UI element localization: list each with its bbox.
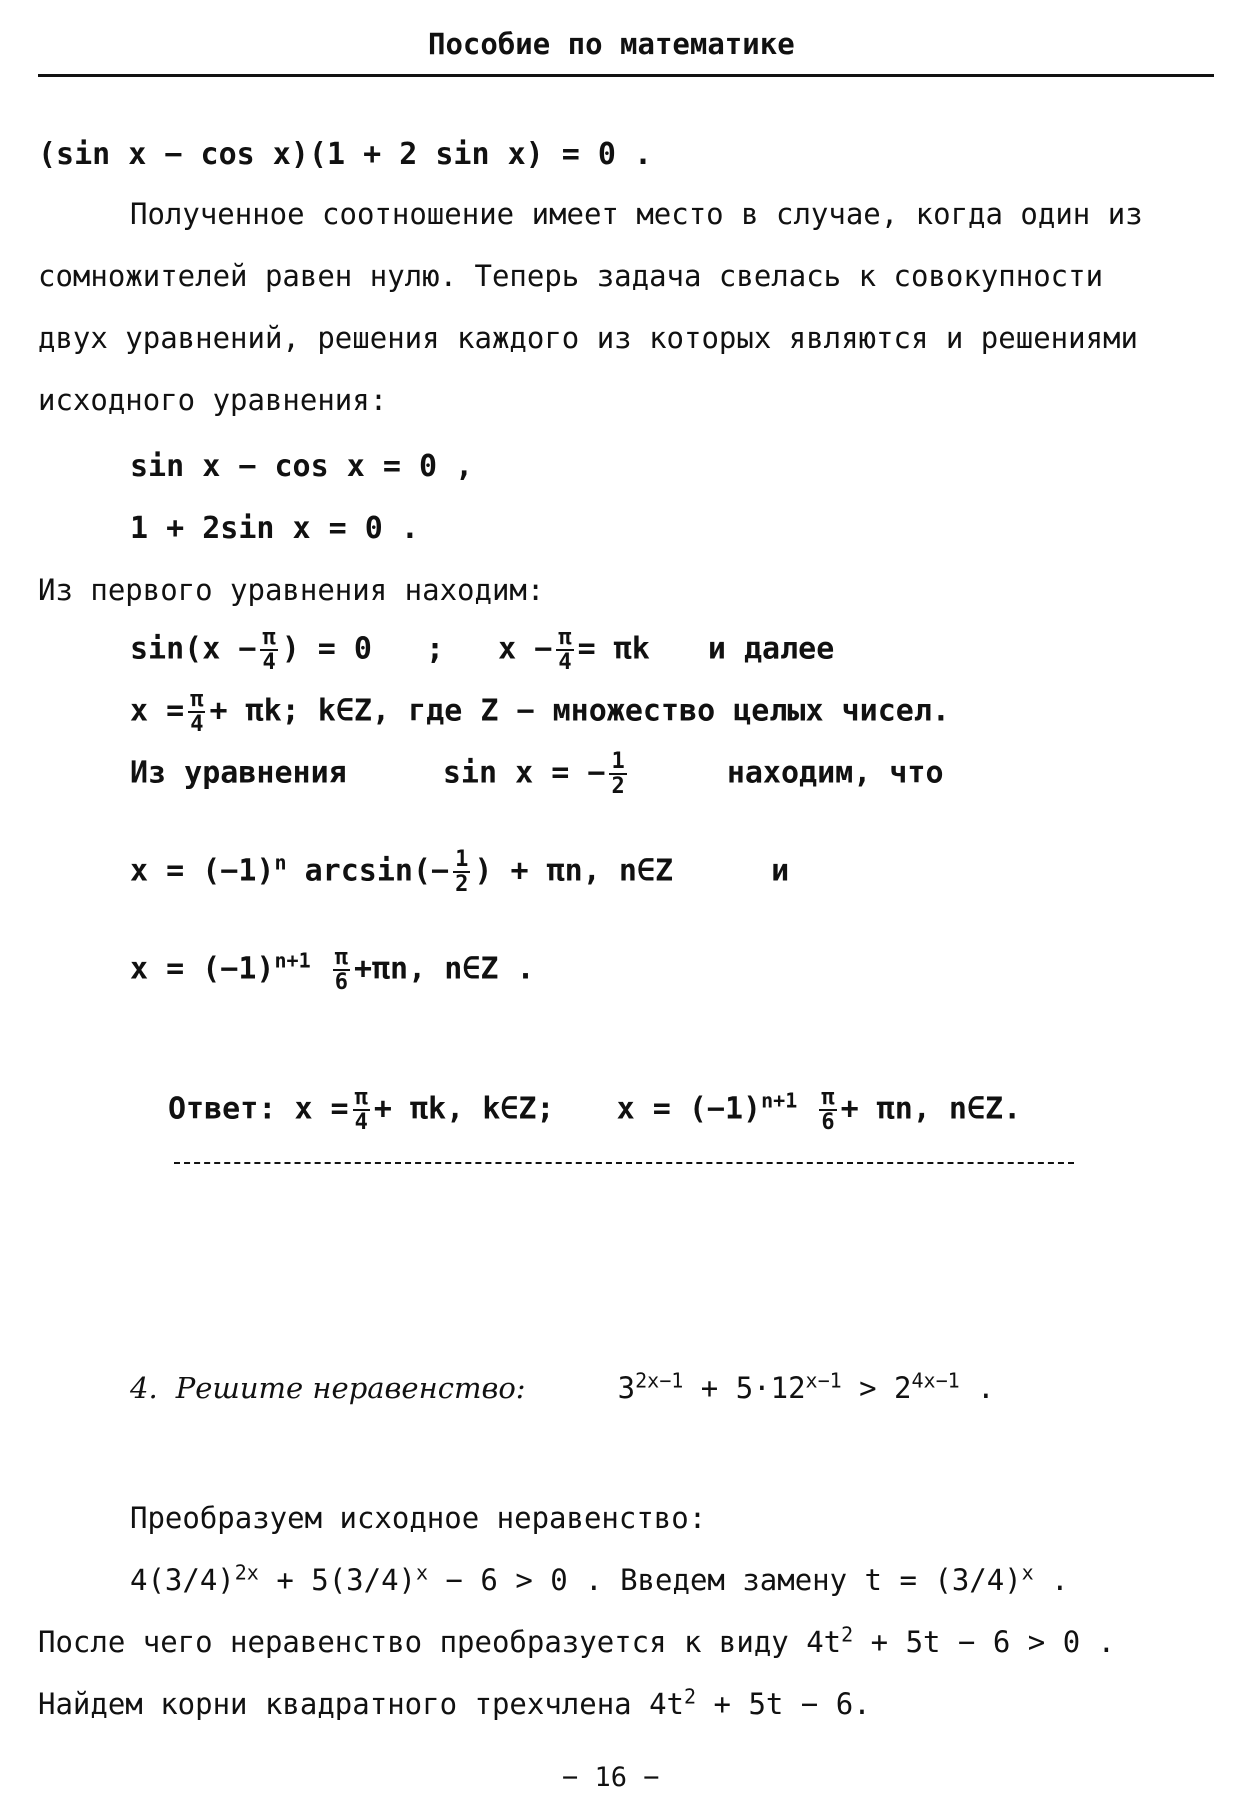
fraction: $\frac{\pi}{6}$ <box>821 1085 835 1136</box>
page-header <box>428 27 795 61</box>
first-solution: x = $\frac{\pi}{4}$ + πk; k∈Z, где Z − множество целых чисел. <box>130 687 950 738</box>
fraction: $\frac{\pi}{4}$ <box>190 687 204 738</box>
equation-product: (sin x − cos x)(1 + 2 sin x) = 0 . <box>38 137 653 172</box>
transform-line: $4(3/4)^{2x} + 5(3/4)^x - 6 > 0$ . Введем замену $t = (3/4)^x$ . <box>130 1560 1069 1597</box>
first-equation-intro: Из первого уравнения находим: <box>38 573 545 607</box>
paragraph-line: Полученное соотношение имеет место в случае, когда один из <box>130 197 1143 231</box>
after-substitution: После чего неравенство преобразуется к виду $4t^2 + 5t - 6 > 0$ . <box>38 1622 1116 1659</box>
second-solution-a: $x = (-1)^n$ arcsin(− $\frac{1}{2}$ ) + πn, n∈Z и <box>130 847 790 898</box>
answer-label: Ответ: <box>168 1091 277 1127</box>
fraction: $\frac{\pi}{4}$ <box>558 625 572 676</box>
second-solution-b: $x = (-1)^{n+1}$ $\frac{\pi}{6}$ +πn, n∈Z . <box>130 945 535 996</box>
solve-first-equation: sin(x − $\frac{\pi}{4}$ ) = 0 ; x − $\frac{\pi}{4}$ = πk и далее <box>130 625 835 676</box>
fraction: $\frac{\pi}{6}$ <box>334 945 348 996</box>
transform-intro: Преобразуем исходное неравенство: <box>130 1501 707 1535</box>
paragraph-line: двух уравнений, решения каждого из которых являются и решениями <box>38 321 1138 355</box>
problem-label: Решите неравенство: <box>175 1371 526 1405</box>
second-equation: Из уравнения sin x = − $\frac{1}{2}$ находим, что <box>130 749 944 800</box>
header-rule <box>38 74 1214 77</box>
find-roots: Найдем корни квадратного трехчлена $4t^2 + 5t - 6$. <box>38 1684 871 1721</box>
fraction: $\frac{\pi}{4}$ <box>262 625 276 676</box>
system-equation-1: sin x − cos x = 0 , <box>130 449 474 484</box>
fraction: $\frac{1}{2}$ <box>611 749 625 800</box>
answer-underline <box>174 1162 1074 1164</box>
problem-number: 4. <box>130 1371 158 1405</box>
system-equation-2: 1 + 2sin x = 0 . <box>130 511 419 546</box>
inequality: $3^{2x-1} + 5\cdot 12^{x-1} > 2^{4x-1}$ . <box>617 1368 995 1405</box>
problem-4 <box>130 1368 995 1405</box>
fraction: $\frac{\pi}{4}$ <box>354 1085 368 1136</box>
page-number: − 16 − <box>562 1762 660 1793</box>
paragraph-line: исходного уравнения: <box>38 383 388 417</box>
answer: Ответ: x = $\frac{\pi}{4}$ + πk, k∈Z; $x = (-1)^{n+1}$ $\frac{\pi}{6}$ + πn, n∈Z. <box>168 1085 1022 1136</box>
fraction: $\frac{1}{2}$ <box>455 847 469 898</box>
paragraph-line: сомножителей равен нулю. Теперь задача свелась к совокупности <box>38 259 1104 293</box>
header-title: Пособие по математике <box>428 27 795 61</box>
